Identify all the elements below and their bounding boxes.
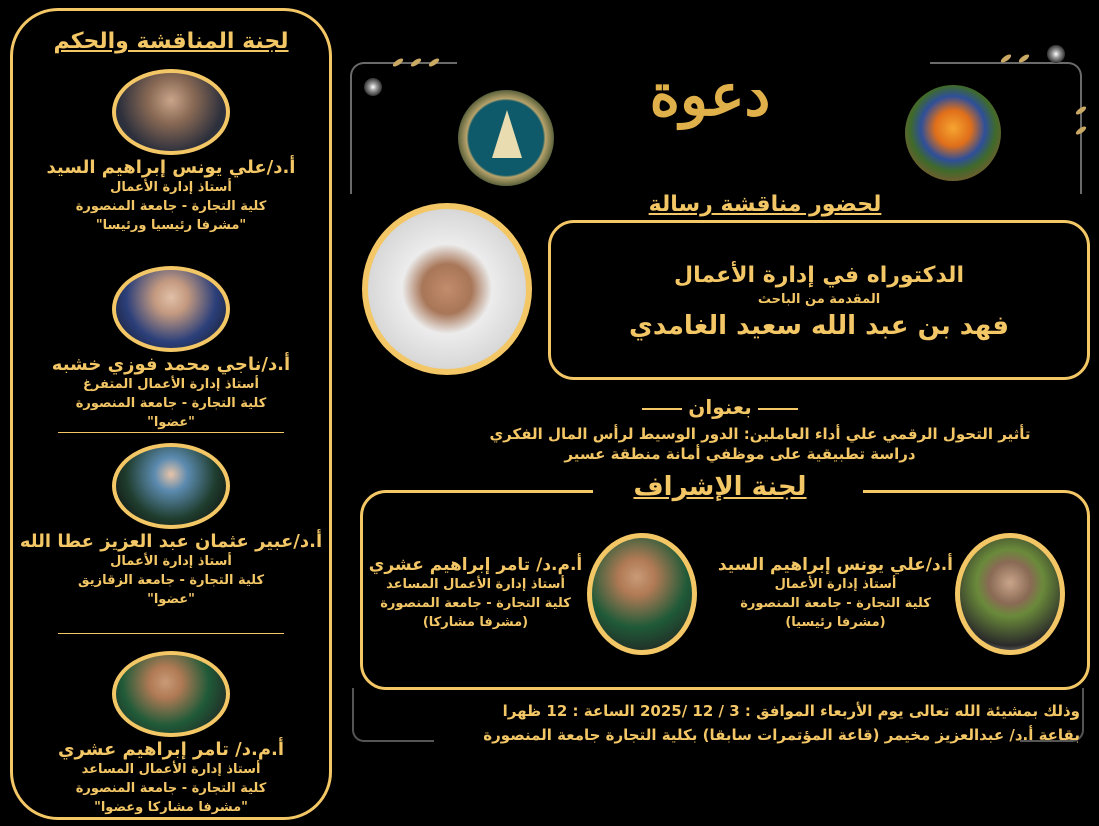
committee-member (13, 651, 329, 817)
invitation-calligraphy: دعوة (649, 61, 771, 129)
researcher-photo (362, 203, 532, 375)
presented-by-label: المقدمة من الباحث (757, 292, 881, 307)
member-photo (112, 443, 230, 529)
supervisor-position: أستاذ إدارة الأعمال (774, 577, 897, 592)
member-name: أ.م.د/ تامر إبراهيم عشري (57, 739, 285, 760)
member-position: أستاذ إدارة الأعمال المساعد (81, 762, 261, 777)
supervisor-affiliation: كلية التجارة - جامعة المنصورة (380, 596, 571, 611)
supervisor-card (718, 555, 953, 632)
dash-divider (642, 408, 682, 410)
faculty-commerce-logo-icon (458, 90, 554, 186)
supervisor-photo (955, 533, 1065, 655)
supervisor-role: (مشرفا رئيسيا) (785, 615, 886, 630)
committee-member (13, 266, 329, 432)
divider (58, 432, 284, 433)
committee-member (13, 69, 329, 235)
supervisor-name: أ.د/علي يونس إبراهيم السيد (717, 555, 953, 575)
member-role: "عضوا" (147, 415, 195, 430)
member-position: أستاذ إدارة الأعمال (110, 180, 232, 195)
member-affiliation: كلية التجارة - جامعة الزقازيق (77, 573, 265, 588)
member-affiliation: كلية التجارة - جامعة المنصورة (75, 781, 267, 796)
member-affiliation: كلية التجارة - جامعة المنصورة (75, 396, 267, 411)
attend-title: لحضور مناقشة رسالة (648, 192, 882, 217)
member-name: أ.د/ناجي محمد فوزي خشبه (51, 354, 291, 375)
title-label-text: بعنوان (688, 395, 752, 419)
dash-divider (758, 408, 798, 410)
degree-title: الدكتوراه في إدارة الأعمال (674, 263, 964, 288)
member-position: أستاذ إدارة الأعمال (110, 554, 232, 569)
mansoura-university-logo-icon (905, 85, 1001, 181)
member-affiliation: كلية التجارة - جامعة المنصورة (75, 199, 267, 214)
supervisor-photo (587, 533, 697, 655)
member-name: أ.د/علي يونس إبراهيم السيد (46, 157, 296, 178)
decorative-stud-icon (1047, 45, 1065, 63)
member-photo (112, 651, 230, 737)
supervisor-card (363, 555, 588, 632)
committee-member (13, 443, 329, 609)
member-photo (112, 266, 230, 352)
supervisor-role: (مشرفا مشاركا) (422, 615, 529, 630)
supervisor-name: أ.م.د/ تامر إبراهيم عشري (368, 555, 583, 575)
member-role: "عضوا" (147, 592, 195, 607)
divider (58, 633, 284, 634)
researcher-name: فهد بن عبد الله سعيد الغامدي (628, 311, 1009, 341)
decorative-stud-icon (364, 78, 382, 96)
event-date-time: وذلك بمشيئة الله تعالى يوم الأربعاء الموافق : 3 / 12 /2025 الساعة : 12 ظهرا (502, 702, 1080, 720)
supervision-box (360, 490, 1090, 690)
supervisor-affiliation: كلية التجارة - جامعة المنصورة (740, 596, 931, 611)
member-role: "مشرفا رئيسيا ورئيسا" (95, 218, 247, 233)
supervisor-position: أستاذ إدارة الأعمال المساعد (386, 577, 565, 592)
event-venue: بقاعة أ.د/ عبدالعزيز مخيمر (قاعة المؤتمرات سابقا) بكلية التجارة جامعة المنصورة (483, 726, 1080, 744)
supervision-title: لجنة الإشراف (633, 472, 807, 502)
member-name: أ.د/عبير عثمان عبد العزيز عطا الله (19, 531, 323, 552)
member-position: أستاذ إدارة الأعمال المتفرغ (83, 377, 259, 392)
title-label (600, 395, 840, 419)
committee-panel (10, 8, 332, 820)
committee-title: لجنة المناقشة والحكم (53, 29, 289, 54)
thesis-title-line2: دراسة تطبيقية على موظفي أمانة منطقة عسير (564, 445, 916, 463)
thesis-info-box (548, 220, 1090, 380)
member-role: "مشرفا مشاركا وعضوا" (94, 800, 248, 815)
member-photo (112, 69, 230, 155)
thesis-title-line1: تأثير التحول الرقمي علي أداء العاملين: الدور الوسيط لرأس المال الفكري (489, 425, 1031, 443)
